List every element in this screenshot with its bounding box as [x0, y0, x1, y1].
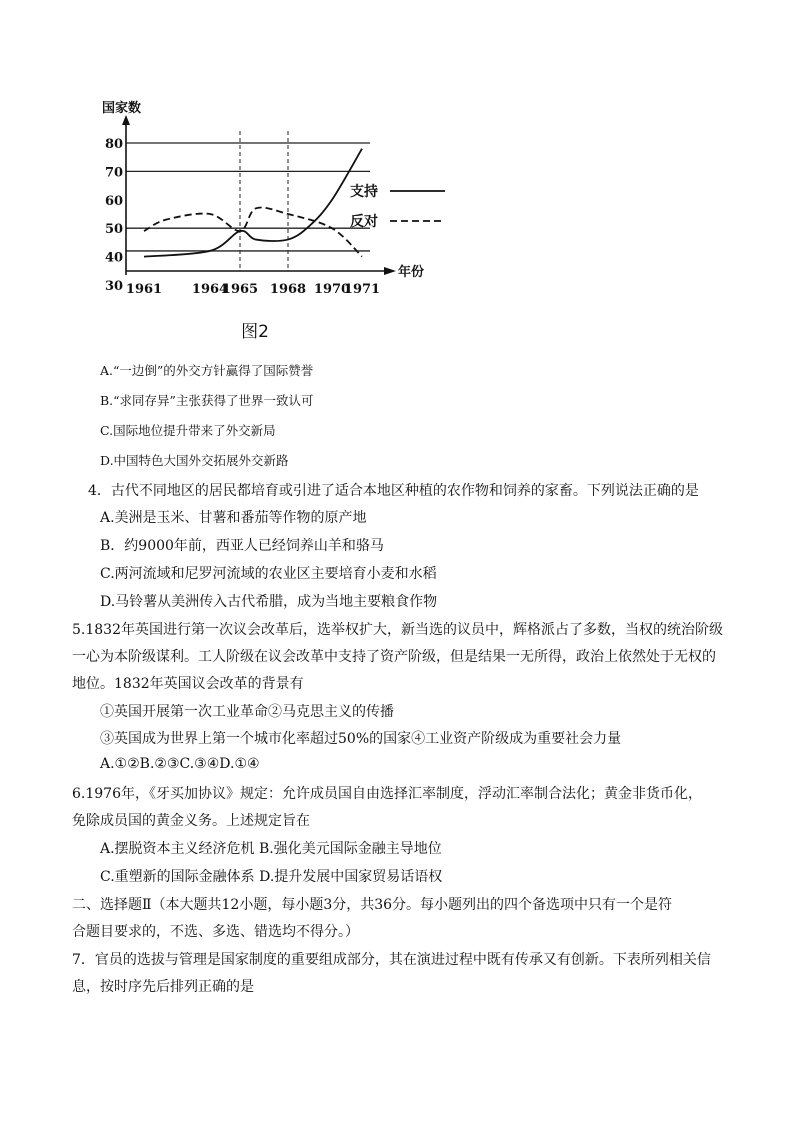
q7-stem-line-1: 7．官员的选拔与管理是国家制度的重要组成部分，其在演进过程中既有传承又有创新。下表所列相关信 [72, 952, 711, 968]
q6-stem-line-2: 免除成员国的黄金义务。上述规定旨在 [72, 813, 310, 829]
series-line-oppose [144, 208, 362, 257]
y-axis-arrow [122, 115, 130, 125]
q5-answers: A.①②B.②③C.③④D.①④ [100, 756, 260, 772]
q5-stem-line-3: 地位。1832年英国议会改革的背景有 [72, 676, 304, 692]
x-axis-arrow [384, 267, 396, 275]
q6-stem-line-1: 6.1976年，《牙买加协议》规定：允许成员国自由选择汇率制度，浮动汇率制合法化；黄金非货币化， [72, 786, 702, 802]
x-tick-label: 1970 [313, 282, 351, 297]
q5-item-1: ①英国开展第一次工业革命②马克思主义的传播 [100, 704, 394, 720]
figure-2 [100, 95, 455, 345]
q6-options-cd: C.重塑新的国际金融体系 D.提升发展中国家贸易话语权 [100, 869, 443, 885]
x-tick-label: 1971 [343, 282, 381, 297]
line-chart [100, 95, 455, 345]
q5-item-2: ③英国成为世界上第一个城市化率超过50%的国家④工业资产阶级成为重要社会力量 [100, 731, 622, 747]
q3-option-c: C.国际地位提升带来了外交新局 [100, 423, 276, 438]
y-tick-label: 70 [105, 165, 124, 181]
legend-label: 反对 [350, 214, 378, 230]
q4-stem: 4．古代不同地区的居民都培育或引进了适合本地区种植的农作物和饲养的家畜。下列说法正确的是 [88, 483, 699, 499]
x-tick-label: 1968 [269, 282, 307, 297]
q4-option-b: B．约9000年前，西亚人已经饲养山羊和骆马 [100, 538, 384, 554]
y-tick-label: 40 [105, 250, 124, 266]
q4-option-c: C.两河流域和尼罗河流域的农业区主要培育小麦和水稻 [100, 566, 437, 582]
x-tick-label: 1964 [191, 282, 229, 297]
figure-caption: 图2 [241, 322, 269, 342]
y-tick-label: 50 [105, 222, 124, 238]
legend-label: 支持 [350, 184, 378, 200]
q3-option-b: B.“求同存异”主张获得了世界一致认可 [100, 393, 314, 408]
x-axis-title: 年份 [398, 265, 425, 280]
x-tick-label: 1965 [221, 282, 259, 297]
q3-option-d: D.中国特色大国外交拓展外交新路 [100, 453, 289, 468]
q5-stem-line-1: 5.1832年英国进行第一次议会改革后，选举权扩大，新当选的议员中，辉格派占了多数，当权的统治阶级 [72, 622, 723, 638]
q4-option-d: D.马铃薯从美洲传入古代希腊，成为当地主要粮食作物 [100, 594, 438, 610]
y-tick-label: 30 [105, 279, 124, 294]
section-2-heading-line-1: 二、选择题Ⅱ（本大题共12小题，每小题3分，共36分。每小题列出的四个备选项中只有一个是符 [72, 897, 673, 913]
q3-option-a: A.“一边倒”的外交方针赢得了国际赞誉 [100, 363, 314, 378]
series-line-support [144, 149, 362, 257]
y-tick-label: 60 [105, 193, 124, 209]
y-axis-title: 国家数 [102, 101, 142, 116]
q5-stem-line-2: 一心为本阶级谋利。工人阶级在议会改革中支持了资产阶级，但是结果一无所得，政治上依然处于无权的 [72, 649, 716, 665]
q7-stem-line-2: 息，按时序先后排列正确的是 [72, 979, 254, 995]
q6-options-ab: A.摆脱资本主义经济危机 B.强化美元国际金融主导地位 [100, 841, 442, 857]
section-2-heading-line-2: 合题目要求的，不选、多选、错选均不得分。） [72, 924, 359, 940]
y-tick-label: 80 [105, 137, 124, 152]
q4-option-a: A.美洲是玉米、甘薯和番茄等作物的原产地 [100, 510, 367, 526]
x-tick-label: 1961 [125, 282, 163, 297]
